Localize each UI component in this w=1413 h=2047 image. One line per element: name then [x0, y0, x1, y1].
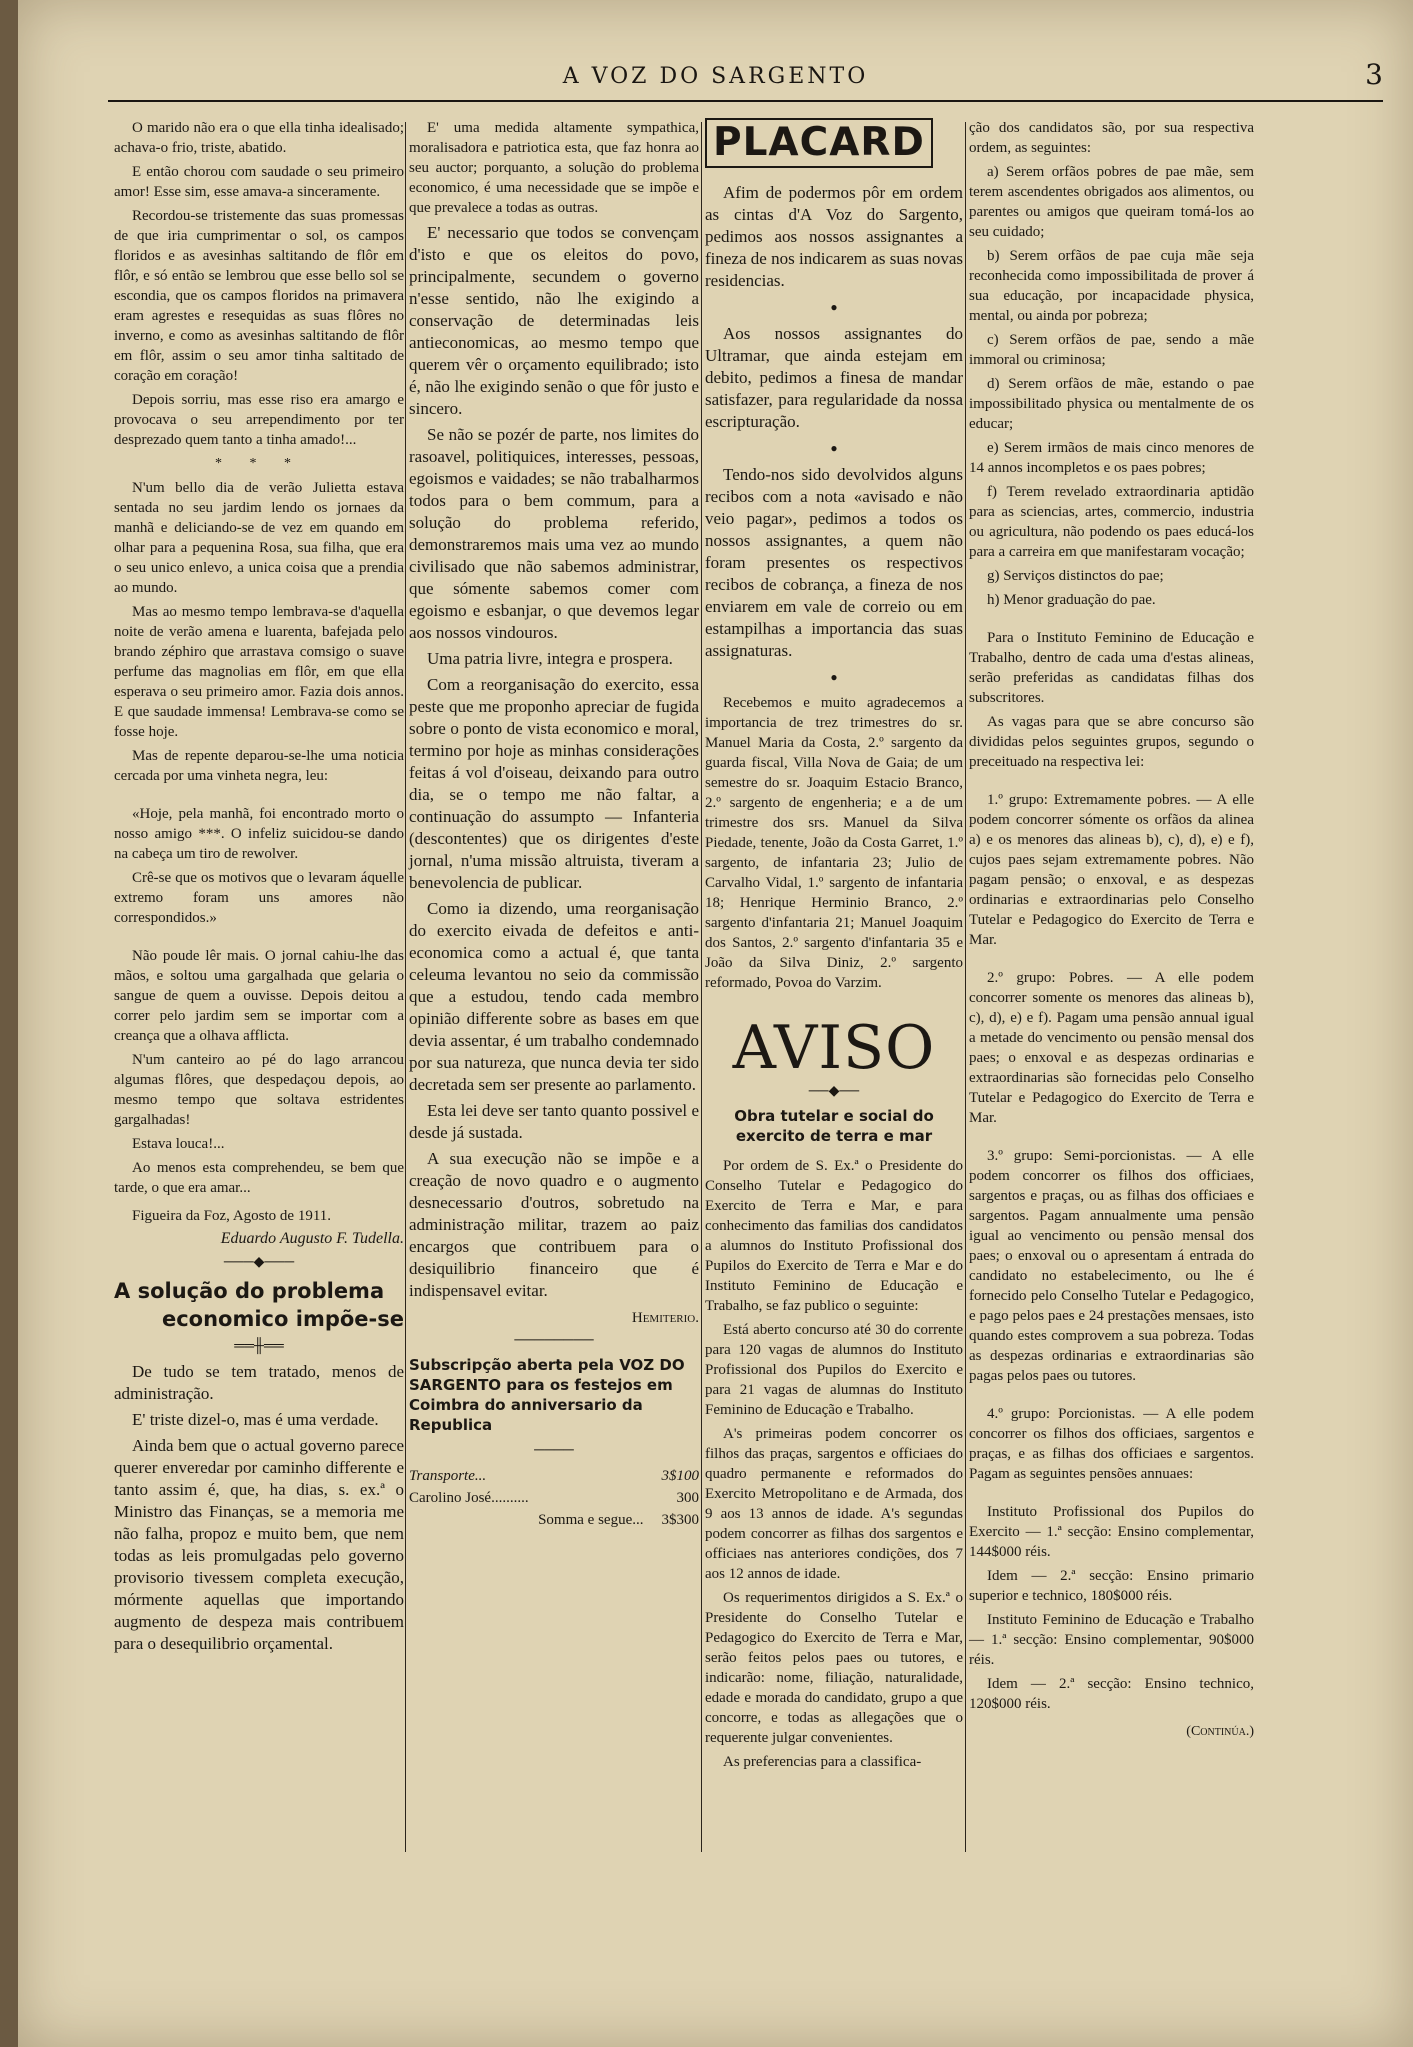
list-item: f) Terem revelado extraordinaria aptidão para as sciencias, artes, commercio, industria ou agricultura, não podendo os paes educá-los para a carreira em que manifestaram vocação; [969, 484, 1254, 560]
paragraph: Por ordem de S. Ex.ª o Presidente do Conselho Tutelar e Pedagogico do Exercito de Terra e Mar, e para conhecimento das familias dos candidatos a alumnos do Instituto Profissional dos Pupilos do Exercito de Terra e Mar e do Instituto Feminino de Educação e Trabalho, se faz publico o seguinte: [705, 1158, 963, 1314]
paragraph: Mas ao mesmo tempo lembrava-se d'aquella noite de verão amena e luarenta, bafejada pelo brando zéphiro que arrastava comsigo o suave perfume das magnolias em flôr, em que ella esperava o seu primeiro amor. Fazia dois annos. E que saudade immensa! Lembrava-se como se fosse hoje. [114, 604, 404, 740]
paragraph: As preferencias para a classifica- [723, 1754, 922, 1770]
paragraph: E' necessario que todos se convençam d'isto e que os eleitos do povo, principalmente, secundem o governo n'esse sentido, não lhe exigindo a conservação de determinadas leis antieconomicas, ao mesmo tempo que querem vêr o orçamento equilibrado; isto é, não lhe exigindo senão o que fôr justo e sincero. [409, 223, 699, 418]
paragraph: Está aberto concurso até 30 do corrente para 120 vagas de alumnos do Instituto Profissional dos Pupilos do Exercito e para 21 vagas de alumnas do Instituto Feminino de Educação e Trabalho. [705, 1322, 963, 1418]
signature: Eduardo Augusto F. Tudella. [220, 1230, 404, 1247]
aviso-subtitle: Obra tutelar e social do exercito de terra e mar [734, 1107, 934, 1145]
quote-paragraph: «Hoje, pela manhã, foi encontrado morto o nosso amigo ***. O infeliz suicidou-se dando na cabeça um tiro de rewolver. [114, 806, 404, 862]
paragraph: As vagas para que se abre concurso são divididas pelos seguintes grupos, segundo o preceituado na respectiva lei: [969, 714, 1254, 770]
subscription-ledger [409, 1465, 699, 1531]
paragraph: Idem — 2.ª secção: Ensino primario superior e technico, 180$000 réis. [969, 1568, 1254, 1604]
ornament: ───◆─── [223, 1255, 295, 1270]
paragraph: A's primeiras podem concorrer os filhos das praças, sargentos e officiaes do quadro permanente e reformados do Exercito Metropolitano e de Armada, dos 9 aos 13 annos de idade. A's segundas podem concorrer as filhas dos sargentos e officiaes nas anteriores condições, dos 7 aos 12 annos de idade. [705, 1426, 963, 1582]
header-rule [108, 100, 1383, 102]
separator-dot: ● [830, 670, 838, 684]
separator: * * * [215, 456, 303, 471]
list-item: a) Serem orfãos pobres de pae mãe, sem terem ascendentes obrigados aos alimentos, ou parentes ou amigos que queiram tomá-los ao seu cuidado; [969, 164, 1254, 240]
continua-note: (Continúa.) [1186, 1724, 1254, 1739]
ledger-value: 3$300 [661, 1512, 699, 1528]
paragraph: Como ia dizendo, uma reorganisação do exercito eivada de defeitos e anti-economica como a actual é, que tanta celeuma levantou no seio da commissão que a estudou, tendo cada membro opinião differente sobre as bases em que devia assentar, é um trabalho condemnado por sua natureza, que nunca devia ter sido decretada sem ser presente ao parlamento. [409, 899, 699, 1094]
paragraph: Uma patria livre, integra e prospera. [427, 649, 673, 668]
paragraph: Estava louca!... [132, 1136, 225, 1152]
column-divider [701, 122, 702, 1852]
aviso-heading: AVISO [732, 1013, 936, 1083]
paragraph: Ao menos esta comprehendeu, se bem que tarde, o que era amar... [114, 1160, 404, 1196]
paragraph: E então chorou com saudade o seu primeiro amor! Esse sim, esse amava-a sinceramente. [114, 164, 404, 200]
dateline: Figueira da Foz, Agosto de 1911. [132, 1208, 332, 1224]
paragraph: Não poude lêr mais. O jornal cahiu-lhe das mãos, e soltou uma gargalhada que gelaria o sangue de quem a ouvisse. Depois deitou a correr pelo jardim sem se importar com a creança que a olhava afflicta. [114, 948, 404, 1044]
article-title-line-1: A solução do problema [114, 1279, 385, 1303]
list-item: g) Serviços distinctos do pae; [987, 568, 1164, 584]
ledger-label: Carolino José.......... [409, 1490, 529, 1506]
page-number: 3 [1365, 58, 1383, 91]
ornament: ──────── [514, 1333, 594, 1348]
paragraph: N'um bello dia de verão Julietta estava sentada no seu jardim lendo os jornaes da manhã e deliciando-se de vez em quando em olhar para a pequenina Rosa, sua filha, que era o seu unico enlevo, a unica coisa que a prendia ao mundo. [114, 480, 404, 596]
paragraph: Se não se pozér de parte, nos limites do rasoavel, politiquices, interesses, pessoas, egoismos e vaidades; se não trabalharmos todos para o bem commum, para a solução do problema referido, demonstraremos mais uma vez ao mundo civilisado que não sabemos administrar, que sómente sabemos comer com egoismo e esbanjar, o que devemos legar aos nossos vindouros. [409, 425, 699, 642]
separator-dot: ● [830, 441, 838, 455]
paragraph: O marido não era o que ella tinha idealisado; achava-o frio, triste, abatido. [114, 120, 404, 156]
paragraph: 1.º grupo: Extremamente pobres. — A elle podem concorrer sómente os orfãos da alinea a) e os menores das alineas b), c), d), e) e f), cujos paes sejam extremamente pobres. Não pagam pensão; o enxoval, e as despezas ordinarias e extraordinarias pelo Conselho Tutelar e Pedagogico do Exercito de Terra e Mar. [969, 792, 1254, 948]
masthead: A VOZ DO SARGENTO [562, 64, 869, 89]
article-title [114, 1277, 404, 1333]
list-item: e) Serem irmãos de mais cinco menores de 14 annos incompletos e os paes pobres; [969, 440, 1254, 476]
newspaper-page [18, 0, 1413, 2047]
list-item: h) Menor graduação do pae. [987, 592, 1156, 608]
list-item: d) Serem orfãos de mãe, estando o pae impossibilitado physica ou mentalmente de os educar; [969, 376, 1254, 432]
column-divider [965, 122, 966, 1852]
paragraph: E' triste dizel-o, mas é uma verdade. [132, 1410, 379, 1429]
paragraph: De tudo se tem tratado, menos de administração. [114, 1362, 404, 1403]
column-2 [409, 118, 699, 1531]
ledger-value: 300 [676, 1490, 699, 1506]
paragraph: 3.º grupo: Semi-porcionistas. — A elle podem concorrer os filhos dos officiaes, sargentos e praças, ou as filhas dos officiaes e sargentos. Pagam annualmente uma pensão igual ao vencimento ou pensão mensal dos paes; o enxoval ou o apresentam á entrada do candidato no estabelecimento, ou lhe é fornecido pelo Conselho Tutelar e Pedagogico, e pago pelos paes e 24 prestações mensaes, isto quando estes comprovem a sua pobreza. Todas as despezas ordinarias e extraordinarias são pagas pelos paes ou tutores. [969, 1148, 1254, 1384]
paragraph: Aos nossos assignantes do Ultramar, que ainda estejam em debito, pedimos a finesa de mandar satisfazer, para regularidade da nossa escripturação. [705, 324, 963, 431]
paragraph: E' uma medida altamente sympathica, moralisadora e patriotica esta, que faz honra ao seu auctor; porquanto, a solução do problema economico, é uma necessidade que se impõe e que prevalece a todas as outras. [409, 120, 699, 216]
paragraph: Idem — 2.ª secção: Ensino technico, 120$000 réis. [969, 1676, 1254, 1712]
paragraph: Instituto Profissional dos Pupilos do Exercito — 1.ª secção: Ensino complementar, 144$000 réis. [969, 1504, 1254, 1560]
paragraph: Para o Instituto Feminino de Educação e Trabalho, dentro de cada uma d'estas alineas, serão preferidas as candidatas filhas dos subscritores. [969, 630, 1254, 706]
ledger-row [409, 1487, 699, 1509]
ledger-label: Somma e segue... [538, 1512, 644, 1528]
paragraph: Com a reorganisação do exercito, essa peste que me proponho apreciar de fugida sobre o ponto de vista economico e moral, termino por hoje as minhas considerações feitas á vol d'oiseau, deixando para outro dia, se o tempo me não faltar, a continuação do assumpto — Infanteria (descontentes) que os dirigentes d'este jornal, n'uma missão altruista, tiveram a benevolencia de publicar. [409, 675, 699, 892]
paragraph: Ainda bem que o actual governo parece querer enveredar por caminho differente e tanto assim é, que, ha dias, s. ex.ª o Ministro das Finanças, se a memoria me não falha, propoz e muito bem, que nem todas as leis promulgadas pelo governo provisorio tivessem completa execução, mórmente aquellas que importando augmento de despeza mais contribuem para o desequilibrio orçamental. [114, 1436, 404, 1653]
paragraph: 4.º grupo: Porcionistas. — A elle podem concorrer os filhos dos officiaes, sargentos e praças, e as filhas dos officiaes e sargentos. Pagam as seguintes pensões annuaes: [969, 1406, 1254, 1482]
column-3 [705, 118, 963, 1776]
paragraph: Depois sorriu, mas esse riso era amargo e provocava o seu arrependimento por ter desprezado quem tanto a tinha amado!... [114, 392, 404, 448]
list-item: c) Serem orfãos de pae, sendo a mãe immoral ou criminosa; [969, 332, 1254, 368]
column-1 [114, 118, 404, 1659]
signature: Hemiterio. [631, 1310, 699, 1326]
ornament: ──── [534, 1443, 574, 1458]
paragraph: Os requerimentos dirigidos a S. Ex.ª o Presidente do Conselho Tutelar e Pedagogico do Exercito de Terra e Mar, serão feitos pelos paes ou tutores, e indicarão: nome, filiação, naturalidade, edade e morada do candidato, grupo a que concorre, e todas as allegações que o requerente julgar convenientes. [705, 1590, 963, 1746]
subscription-title: Subscripção aberta pela VOZ DO SARGENTO para os festejos em Coimbra do anniversario da Republica [409, 1356, 685, 1434]
list-item: b) Serem orfãos de pae cuja mãe seja reconhecida como impossibilitada de prover á sua educação, por incapacidade physica, mental, ou ainda por pobreza; [969, 248, 1254, 324]
ornament: ══╫══ [234, 1339, 284, 1354]
ledger-value: 3$100 [661, 1468, 699, 1484]
ledger-label: Transporte... [409, 1468, 487, 1484]
paragraph: Recordou-se tristemente das suas promessas de que iria cumprimentar o sol, os campos floridos e as avesinhas saltitando de flôr em flôr, e só então se lembrou que esse bello sol se escondia, que os campos floridos na primavera eram agrestes e resequidas as suas flôres no inverno, e como as avesinhas saltitando de flôr em flôr, assim o seu amor tinha saltitado de coração em coração! [114, 208, 404, 384]
paragraph: Tendo-nos sido devolvidos alguns recibos com a nota «avisado e não veio pagar», pedimos a todos os nossos assignantes, a quem não foram presentes os respectivos recibos de cobrança, a fineza de nos enviarem em vale de correio ou em estampilhas a importancia das suas assignaturas. [705, 465, 963, 660]
paragraph: Mas de repente deparou-se-lhe uma noticia cercada por uma vinheta negra, leu: [114, 748, 404, 784]
paragraph: A sua execução não se impõe e a creação de novo quadro e o augmento desnecessario d'outros, sobretudo na administração militar, trazem ao paiz encargos que contribuem para o desiquilibrio financeiro que é indispensavel evitar. [409, 1149, 699, 1300]
paragraph: N'um canteiro ao pé do lago arrancou algumas flôres, que despedaçou depois, ao mesmo tempo que soltava estridentes gargalhadas! [114, 1052, 404, 1128]
paragraph: Esta lei deve ser tanto quanto possivel e desde já sustada. [409, 1101, 699, 1142]
column-4 [969, 118, 1254, 1740]
column-divider [405, 122, 406, 1852]
ornament: ──◆── [808, 1084, 860, 1099]
page-header [18, 58, 1413, 98]
placard-heading: PLACARD [705, 118, 933, 168]
ledger-row [409, 1509, 699, 1531]
article-title-line-2: economico impõe-se [161, 1307, 404, 1331]
quote-paragraph: Crê-se que os motivos que o levaram áquelle extremo foram uns amores não correspondidos.» [114, 870, 404, 926]
paragraph: Afim de podermos pôr em ordem as cintas d'A Voz do Sargento, pedimos aos nossos assignantes a fineza de nos indicarem as suas novas residencias. [705, 183, 963, 290]
separator-dot: ● [830, 300, 838, 314]
ledger-row [409, 1465, 699, 1487]
paragraph: Recebemos e muito agradecemos a importancia de trez trimestres do sr. Manuel Maria da Costa, 2.º sargento da guarda fiscal, Villa Nova de Gaia; de um semestre do sr. Joaquim Estacio Branco, 2.º sargento de engenheria; e a de um trimestre dos srs. Manuel da Silva Piedade, tenente, João da Costa Garret, 1.º sargento, de infantaria 23; Julio de Carvalho Vidal, 1.º sargento de infantaria 18; Henrique Herminio Branco, 2.º sargento d'infantaria 21; Manuel Joaquim dos Santos, 2.º sargento d'infantaria 35 e João da Silva Diniz, 2.º sargento reformado, Povoa do Varzim. [705, 695, 963, 991]
paragraph: 2.º grupo: Pobres. — A elle podem concorrer somente os menores das alineas b), c), d), e) e f). Pagam uma pensão annual igual a metade do vencimento ou pensão mensal dos paes; o enxoval e as despezas ordinarias e extraordinarias são fornecidas pelo Conselho Tutelar e Pedagogico do Exercito de Terra e Mar. [969, 970, 1254, 1126]
paragraph: ção dos candidatos são, por sua respectiva ordem, as seguintes: [969, 120, 1254, 156]
paragraph: Instituto Feminino de Educação e Trabalho — 1.ª secção: Ensino complementar, 90$000 réis. [969, 1612, 1254, 1668]
